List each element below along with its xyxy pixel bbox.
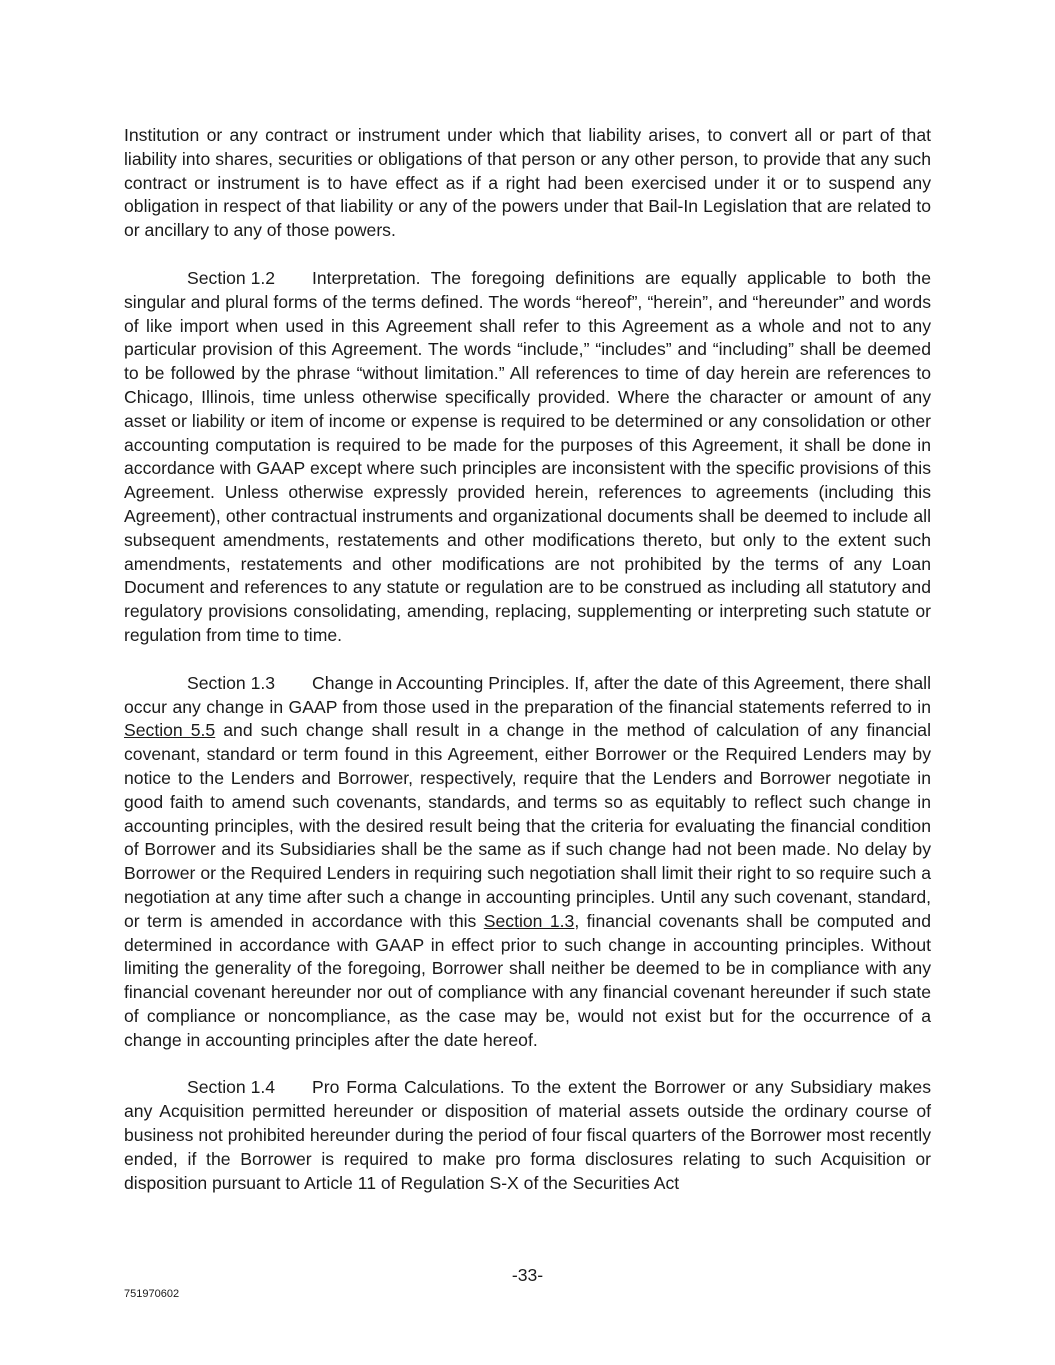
section-1-3-text-c: , financial covenants shall be computed and determined in accordance with GAAP in effect prior to such change in accounting principles. Without limiting the generality of the foregoing, Borrower shall neither be deemed to be in compliance with any financial covenant hereunder nor out of compliance with any financial covenant hereunder if such state of compliance or noncompliance, as the case may be, would not exist but for the occurrence of a change in accounting principles after the date hereof. [124,910,932,1050]
document-body [124,124,931,1195]
section-1-4-text: Pro Forma Calculations. To the extent the Borrower or any Subsidiary makes any Acquisition permitted hereunder or disposition of material assets outside the ordinary course of business not prohibited hereunder during the period of four fiscal quarters of the Borrower most recently ended, if the Borrower is required to make pro forma disclosures relating to such Acquisition or disposition pursuant to Article 11 of Regulation S-X of the Securities Act [124,1077,931,1193]
section-1-2-text: Interpretation. The foregoing definitions are equally applicable to both the singular and plural forms of the terms defined. The words “hereof”, “herein”, and “hereunder” and words of like import when used in this Agreement shall refer to this Agreement as a whole and not to any particular provision of this Agreement. The words “include,” “includes” and “including” shall be deemed to be followed by the phrase “without limitation.” All references to time of day herein are references to Chicago, Illinois, time unless otherwise specifically provided. Where the character or amount of any asset or liability or item of income or expense is required to be determined or any consolidation or other accounting computation is required to be made for the purposes of this Agreement, it shall be done in accordance with GAAP except where such principles are inconsistent with the specific provisions of this Agreement. Unless otherwise expressly provided herein, references to agreements (including this Agreement), other contractual instruments and organizational documents shall be deemed to include all subsequent amendments, restatements and other modifications thereto, but only to the extent such amendments, restatements and other modifications are not prohibited by the terms of any Loan Document and references to any statute or regulation are to be construed as including all statutory and regulatory provisions consolidating, amending, replacing, supplementing or interpreting such statute or regulation from time to time. [124,267,931,645]
section-1-3-text-b: and such change shall result in a change in the method of calculation of any financial covenant, standard or term found in this Agreement, either Borrower or the Required Lenders may by notice to the Lenders and Borrower, respectively, require that the Lenders and Borrower negotiate in good faith to amend such covenants, standards, and terms so as equitably to reflect such change in accounting principles, with the desired result being that the criteria for evaluating the financial condition of Borrower and its Subsidiaries shall be the same as if such change had not been made. No delay by Borrower or the Required Lenders in requiring such negotiation shall limit their right to so require such a negotiation at any time after such a change in accounting principles. Until any such covenant, standard, or term is amended in accordance with this [124,720,931,931]
section-1-2-paragraph [124,267,931,648]
section-5-5-reference: Section 5.5 [124,720,216,741]
section-1-2-label: Section 1.2 [187,267,276,288]
document-id: 751970602 [124,1288,180,1300]
section-1-3-paragraph [124,672,931,1053]
section-1-4-label: Section 1.4 [187,1077,276,1098]
intro-paragraph [124,124,931,243]
intro-text: Institution or any contract or instrument under which that liability arises, to convert all or part of that liability into shares, securities or obligations of that person or any other person, to provide that any such contract or instrument is to have effect as if a right had been exercised under it or to suspend any obligation in respect of that liability or any of the powers under that Bail-In Legislation that are related to or ancillary to any of those powers. [124,125,931,241]
page-number: -33- [511,1265,544,1285]
section-1-3-text-a: Change in Accounting Principles. If, after the date of this Agreement, there shall occur any change in GAAP from those used in the preparation of the financial statements referred to in [124,672,931,717]
section-1-3-label: Section 1.3 [187,672,276,693]
section-1-4-paragraph [124,1076,931,1195]
section-1-3-reference: Section 1.3 [483,910,575,931]
